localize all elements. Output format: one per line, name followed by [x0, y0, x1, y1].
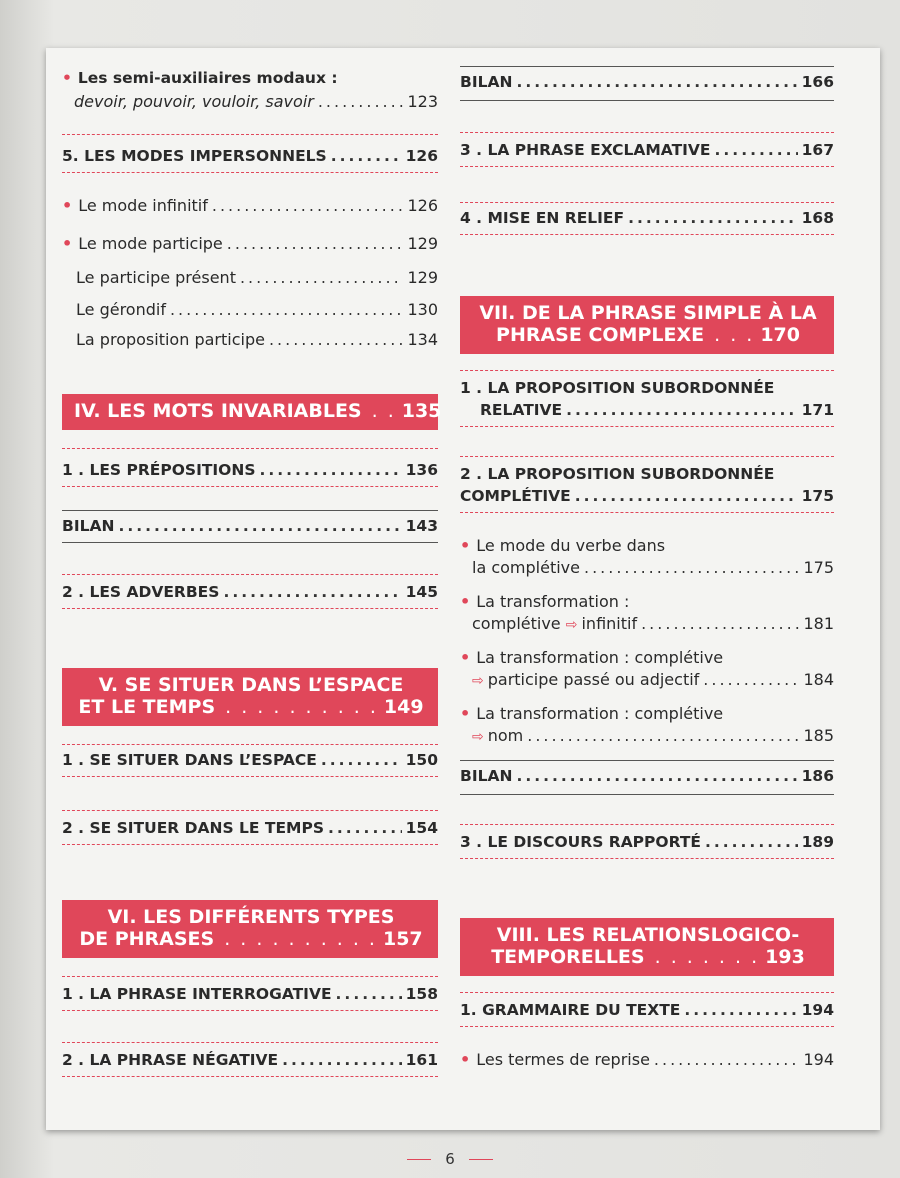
- divider: [62, 172, 438, 173]
- toc-entry-reprise[interactable]: • Les termes de reprise ..... 194: [460, 1050, 834, 1070]
- chapter-banner-vi[interactable]: VI. LES DIFFÉRENTS TYPES DE PHRASES . . . . . . . . . . 157: [62, 900, 438, 958]
- divider: [460, 456, 834, 457]
- divider: [62, 1042, 438, 1043]
- bullet-icon: •: [460, 536, 471, 555]
- divider: [62, 134, 438, 135]
- toc-entry-relative-title[interactable]: 1 . LA PROPOSITION SUBORDONNÉE: [460, 379, 775, 397]
- divider: [460, 760, 834, 761]
- toc-entry-infinitif[interactable]: • Le mode infinitif ..... 126: [62, 196, 438, 216]
- divider: [62, 776, 438, 777]
- divider: [62, 844, 438, 845]
- toc-entry-mode-verbe[interactable]: la complétive ..... 175: [460, 558, 834, 578]
- leader-dots: [527, 726, 799, 746]
- divider: [62, 1010, 438, 1011]
- leader-dots: . . . . . . .: [654, 946, 760, 968]
- leader-dots: [240, 268, 403, 288]
- divider: [460, 66, 834, 67]
- bullet-icon: •: [460, 1050, 471, 1069]
- bullet-icon: •: [62, 234, 73, 253]
- divider: [460, 202, 834, 203]
- leader-dots: [118, 516, 401, 536]
- leader-dots: [654, 1050, 800, 1070]
- divider: [460, 234, 834, 235]
- toc-entry-discours[interactable]: 3 . LE DISCOURS RAPPORTÉ ..... 189: [460, 832, 834, 852]
- toc-entry-participe-present[interactable]: Le participe présent ..... 129: [62, 268, 438, 288]
- chapter-banner-v[interactable]: V. SE SITUER DANS L’ESPACE ET LE TEMPS . . . . . . . . . . 149: [62, 668, 438, 726]
- divider: [62, 510, 438, 511]
- arrow-right-icon: ⇨: [472, 673, 484, 689]
- toc-entry-completive[interactable]: COMPLÉTIVE ..... 175: [460, 486, 834, 506]
- divider: [62, 608, 438, 609]
- toc-entry-negative[interactable]: 2 . LA PHRASE NÉGATIVE ..... 161: [62, 1050, 438, 1070]
- toc-entry-bilan-1[interactable]: BILAN ..... 143: [62, 516, 438, 536]
- bullet-icon: •: [62, 69, 72, 87]
- leader-dots: [282, 1050, 401, 1070]
- toc-entry-participe[interactable]: • Le mode participe ..... 129: [62, 234, 438, 254]
- leader-dots: . .: [371, 400, 396, 422]
- divider: [62, 810, 438, 811]
- leader-dots: [269, 330, 404, 350]
- toc-entry-bilan-2[interactable]: BILAN ..... 186: [460, 766, 834, 786]
- toc-entry-adverbes[interactable]: 2 . LES ADVERBES ..... 145: [62, 582, 438, 602]
- toc-entry-mode-verbe-title[interactable]: • Le mode du verbe dans: [460, 536, 666, 555]
- arrow-right-icon: ⇨: [472, 729, 484, 745]
- divider: [460, 1026, 834, 1027]
- toc-entry-temps[interactable]: 2 . SE SITUER DANS LE TEMPS ..... 154: [62, 818, 438, 838]
- leader-dots: [321, 750, 402, 770]
- leader-dots: [260, 460, 402, 480]
- page-number: 6: [445, 1150, 455, 1168]
- divider: [460, 794, 834, 795]
- leader-dots: [516, 766, 797, 786]
- toc-entry-transformation-3-title[interactable]: • La transformation : complétive: [460, 704, 724, 723]
- bullet-icon: •: [460, 704, 471, 723]
- leader-dots: [641, 614, 799, 634]
- toc-entry-espace[interactable]: 1 . SE SITUER DANS L’ESPACE ..... 150: [62, 750, 438, 770]
- leader-dots: [336, 984, 402, 1004]
- leader-dots: [703, 670, 799, 690]
- leader-dots: [516, 72, 797, 92]
- divider: [62, 542, 438, 543]
- divider: [62, 448, 438, 449]
- toc-entry-bilan-top[interactable]: BILAN ..... 166: [460, 72, 834, 92]
- divider: [460, 858, 834, 859]
- toc-entry-transformation-2-title[interactable]: • La transformation : complétive: [460, 648, 724, 667]
- toc-entry-mise-en-relief[interactable]: 4 . MISE EN RELIEF ..... 168: [460, 208, 834, 228]
- bullet-icon: •: [460, 648, 471, 667]
- leader-dots: [575, 486, 798, 506]
- leader-dots: . . .: [714, 324, 755, 346]
- toc-entry-completive-title[interactable]: 2 . LA PROPOSITION SUBORDONNÉE: [460, 465, 775, 483]
- divider: [460, 132, 834, 133]
- divider: [62, 976, 438, 977]
- leader-dots: [705, 832, 798, 852]
- leader-dots: . . . . . . . . . .: [224, 928, 377, 950]
- chapter-banner-vii[interactable]: VII. DE LA PHRASE SIMPLE À LA PHRASE COMPLEXE . . . 170: [460, 296, 834, 354]
- divider: [62, 574, 438, 575]
- leader-dots: [684, 1000, 797, 1020]
- toc-entry-modaux[interactable]: • Les semi-auxiliaires modaux :: [62, 69, 338, 87]
- toc-entry-transformation-1-title[interactable]: • La transformation :: [460, 592, 630, 611]
- footer-rule: [407, 1159, 431, 1160]
- bullet-icon: •: [62, 196, 73, 215]
- divider: [460, 824, 834, 825]
- toc-entry-grammaire[interactable]: 1. GRAMMAIRE DU TEXTE ..... 194: [460, 1000, 834, 1020]
- leader-dots: [584, 558, 799, 578]
- leader-dots: [566, 400, 798, 420]
- divider: [460, 512, 834, 513]
- leader-dots: [227, 234, 404, 254]
- divider: [460, 992, 834, 993]
- divider: [62, 744, 438, 745]
- leader-dots: [331, 146, 402, 166]
- divider: [460, 426, 834, 427]
- chapter-banner-iv[interactable]: IV. LES MOTS INVARIABLES . . 135: [62, 394, 438, 430]
- divider: [62, 1076, 438, 1077]
- leader-dots: [212, 196, 404, 216]
- leader-dots: [318, 92, 404, 112]
- leader-dots: [628, 208, 798, 228]
- divider: [62, 486, 438, 487]
- toc-entry-modes-impersonnels[interactable]: 5. LES MODES IMPERSONNELS ..... 126: [62, 146, 438, 166]
- toc-entry-interrogative[interactable]: 1 . LA PHRASE INTERROGATIVE ..... 158: [62, 984, 438, 1004]
- toc-page: [46, 48, 880, 1130]
- toc-entry-transformation-3[interactable]: ⇨ nom ..... 185: [460, 726, 834, 747]
- chapter-banner-viii[interactable]: VIII. LES RELATIONSLOGICO- TEMPORELLES . . . . . . . 193: [460, 918, 834, 976]
- toc-entry-exclamative[interactable]: 3 . LA PHRASE EXCLAMATIVE ..... 167: [460, 140, 834, 160]
- toc-entry-transformation-2[interactable]: ⇨ participe passé ou adjectif ..... 184: [460, 670, 834, 691]
- divider: [460, 370, 834, 371]
- toc-entry-relative[interactable]: RELATIVE ..... 171: [460, 400, 834, 420]
- bullet-icon: •: [460, 592, 471, 611]
- divider: [460, 166, 834, 167]
- leader-dots: [328, 818, 402, 838]
- footer-rule: [469, 1159, 493, 1160]
- arrow-right-icon: ⇨: [565, 617, 578, 633]
- page-footer: [0, 1150, 900, 1168]
- divider: [460, 100, 834, 101]
- leader-dots: [715, 140, 798, 160]
- leader-dots: . . . . . . . . . .: [225, 696, 378, 718]
- toc-entry-proposition-participe[interactable]: La proposition participe ..... 134: [62, 330, 438, 350]
- leader-dots: [223, 582, 401, 602]
- leader-dots: [170, 300, 404, 320]
- toc-entry-prepositions[interactable]: 1 . LES PRÉPOSITIONS ..... 136: [62, 460, 438, 480]
- toc-entry-gerondif[interactable]: Le gérondif ..... 130: [62, 300, 438, 320]
- toc-entry-modaux-sub[interactable]: devoir, pouvoir, vouloir, savoir ..... 123: [62, 92, 438, 112]
- toc-entry-transformation-1[interactable]: complétive ⇨ infinitif ..... 181: [460, 614, 834, 635]
